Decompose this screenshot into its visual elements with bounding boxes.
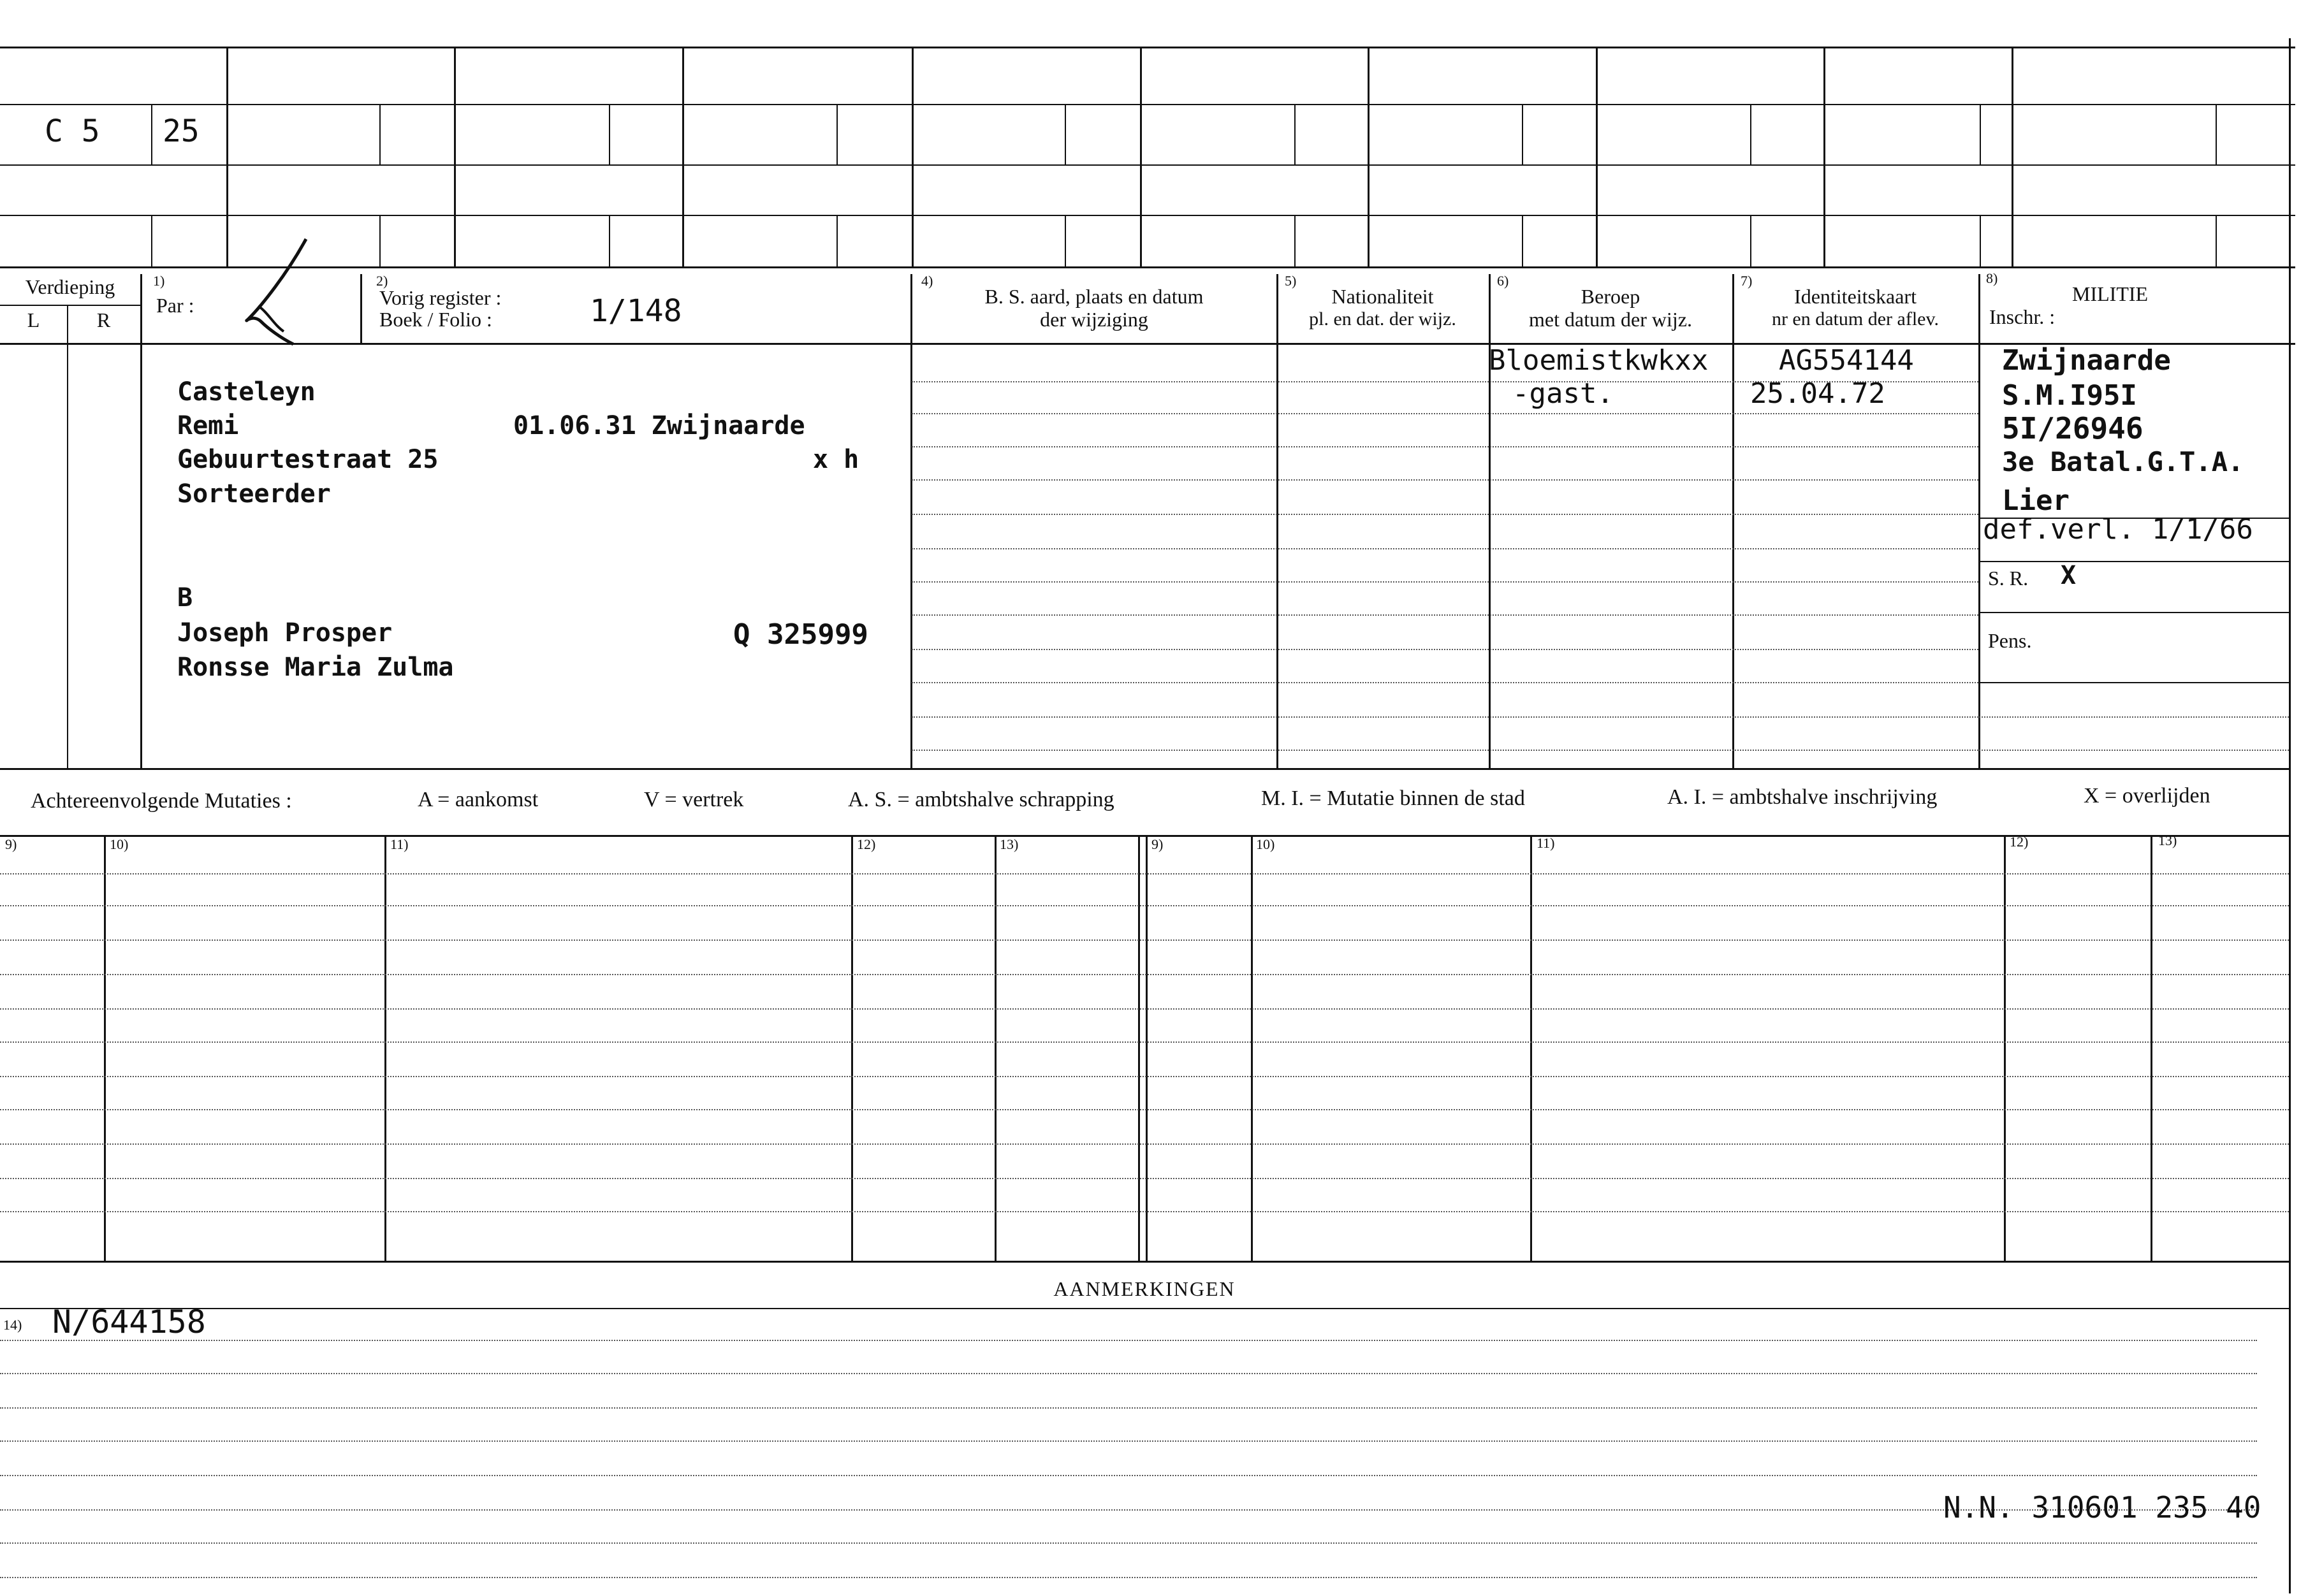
mut-col-10b: 10) (1256, 836, 1275, 852)
ruled-line (0, 939, 2289, 941)
ruled-line (0, 1178, 2289, 1179)
col5-num: 5) (1285, 273, 1297, 289)
ruled-line (0, 1407, 2257, 1409)
ruled-line (912, 682, 1978, 683)
col4-line1: B. S. aard, plaats en datum (984, 285, 1204, 308)
person-job: Sorteerder (177, 479, 331, 509)
mut-col-12: 12) (857, 836, 876, 852)
legend-v: V = vertrek (644, 788, 744, 811)
verdieping-r: R (96, 308, 111, 331)
grid-vline (226, 47, 228, 266)
militie-line3: 5I/26946 (2002, 411, 2144, 446)
top-border (0, 47, 2295, 48)
mut-col-13b: 13) (2158, 832, 2177, 848)
aanmerkingen-value: N/644158 (52, 1303, 206, 1340)
legend-as: A. S. = ambtshalve schrapping (848, 788, 1114, 811)
col-divider (1276, 274, 1278, 768)
grid-line (0, 215, 2295, 216)
grid-line (0, 266, 2295, 268)
person-birth: 01.06.31 Zwijnaarde (513, 411, 805, 440)
col6-num: 6) (1497, 273, 1509, 289)
mutaties-col (1138, 835, 1140, 1261)
ruled-line (912, 479, 1978, 481)
mutaties-col (2151, 835, 2152, 1261)
main-bottom-line (0, 768, 2289, 770)
ruled-line (0, 1211, 2289, 1212)
person-surname: Casteleyn (177, 377, 316, 407)
ruled-line (0, 1577, 2257, 1578)
ruled-line (0, 1373, 2257, 1374)
grid-subline (1522, 215, 1523, 266)
grid-subline (151, 104, 152, 164)
grid-subline (151, 215, 152, 266)
grid-subline (1980, 104, 1981, 164)
ruled-line (0, 1475, 2257, 1476)
aanmerkingen-num: 14) (3, 1317, 22, 1333)
militie-rule (1978, 612, 2289, 613)
grid-subline (379, 215, 381, 266)
grid-subline (609, 215, 610, 266)
person-firstname: Remi (177, 411, 239, 440)
col6-line1: Beroep (1581, 285, 1640, 308)
verdieping-label: Verdieping (25, 275, 115, 298)
person-ref: Q 325999 (733, 618, 868, 651)
person-father: Joseph Prosper (177, 618, 393, 648)
grid-subline (1294, 104, 1296, 164)
grid-vline (2012, 47, 2013, 266)
mut-col-9b: 9) (1151, 836, 1164, 852)
sr-label: S. R. (1988, 567, 2029, 590)
ruled-line (912, 581, 1978, 583)
militie-line6: def.verl. 1/1/66 (1983, 513, 2253, 546)
mutaties-col (104, 835, 106, 1261)
grid-subline (1065, 104, 1066, 164)
grid-subline (2216, 104, 2217, 164)
ruled-line (0, 1542, 2257, 1544)
ruled-line (0, 1340, 2257, 1341)
mutaties-bottom-line (0, 1261, 2289, 1263)
ruled-line (912, 614, 1978, 616)
mutaties-col (2004, 835, 2006, 1261)
militie-line4: 3e Batal.G.T.A. (2002, 446, 2244, 477)
ruled-line (0, 1509, 2257, 1511)
mut-col-11b: 11) (1537, 835, 1555, 851)
vorig-register-label: Vorig register : (379, 286, 502, 309)
col8-num: 8) (1986, 270, 1998, 286)
militie-rule (1978, 561, 2289, 562)
col5-line1: Nationaliteit (1331, 285, 1434, 308)
grid-subline (379, 104, 381, 164)
col-divider (140, 274, 142, 768)
grid-subline (836, 215, 838, 266)
grid-subline (609, 104, 610, 164)
col5-line2: pl. en dat. der wijz. (1309, 308, 1456, 330)
inschr-label: Inschr. : (1989, 305, 2056, 328)
ruled-line (0, 1109, 2289, 1110)
grid-vline (454, 47, 456, 266)
grid-vline (1368, 47, 1369, 266)
ruled-line (912, 413, 1978, 414)
ruled-line (912, 514, 1978, 515)
ruled-line (912, 548, 1978, 549)
legend-a: A = aankomst (418, 788, 539, 811)
ruled-line (0, 1143, 2289, 1145)
col4-line2: der wijziging (1040, 308, 1148, 331)
grid-line (0, 104, 2295, 105)
ruled-line (0, 1008, 2289, 1010)
header-bottom-line (0, 343, 2295, 345)
col-divider (67, 305, 68, 768)
person-sex: x h (813, 445, 859, 474)
grid-subline (1750, 104, 1751, 164)
militie-line5: Lier (2002, 484, 2070, 517)
legend-x: X = overlijden (2084, 784, 2210, 808)
grid-line (0, 164, 2295, 166)
col-divider (910, 274, 912, 768)
grid-subline (1750, 215, 1751, 266)
ruled-line (1978, 716, 2289, 718)
ruled-line (912, 750, 1978, 751)
grid-vline (912, 47, 914, 266)
ruled-line (0, 873, 2289, 874)
grid-subline (836, 104, 838, 164)
mutaties-col (995, 835, 997, 1261)
legend-mi: M. I. = Mutatie binnen de stad (1261, 787, 1525, 810)
col7-line1: Identiteitskaart (1794, 285, 1917, 308)
militie-line1: Zwijnaarde (2002, 344, 2171, 377)
ruled-line (0, 1041, 2289, 1043)
col2-num: 2) (376, 273, 388, 289)
col1-num: 1) (153, 273, 165, 289)
sr-value: X (2061, 561, 2077, 590)
signature-mark (172, 236, 319, 351)
person-mother: Ronsse Maria Zulma (177, 653, 454, 682)
pens-label: Pens. (1988, 629, 2032, 652)
person-b-label: B (177, 583, 193, 613)
ruled-line (912, 716, 1978, 718)
mut-col-10: 10) (110, 836, 129, 852)
beroep-line1: Bloemistkwkxx (1489, 344, 1709, 377)
militie-label: MILITIE (2072, 282, 2149, 305)
ruled-line (0, 1076, 2289, 1077)
grid-vline (1823, 47, 1825, 266)
ruled-line (0, 905, 2289, 906)
grid-subline (1522, 104, 1523, 164)
ruled-line (912, 446, 1978, 447)
nn-number: N.N. 310601 235 40 (1943, 1490, 2261, 1525)
mutaties-col (1251, 835, 1253, 1261)
ruled-line (912, 649, 1978, 650)
col-divider (360, 274, 362, 343)
grid-vline (682, 47, 684, 266)
identiteit-date: 25.04.72 (1750, 377, 1885, 410)
boek-folio-value: 1/148 (590, 293, 682, 329)
mut-col-12b: 12) (2010, 834, 2029, 850)
mut-col-13: 13) (1000, 836, 1019, 852)
mut-col-9: 9) (5, 836, 17, 852)
boek-folio-label: Boek / Folio : (379, 308, 492, 331)
ruled-line (0, 974, 2289, 975)
mutaties-col (1530, 835, 1532, 1261)
person-address: Gebuurtestraat 25 (177, 445, 439, 474)
legend-title: Achtereenvolgende Mutaties : (31, 789, 292, 813)
col7-num: 7) (1741, 273, 1753, 289)
grid-vline (1596, 47, 1598, 266)
right-edge (2289, 38, 2291, 1593)
col-divider (1732, 274, 1734, 768)
identiteit-number: AG554144 (1779, 344, 1914, 377)
col6-line2: met datum der wijz. (1529, 308, 1692, 331)
grid-subline (2216, 215, 2217, 266)
mutaties-col (851, 835, 853, 1261)
grid-subline (1294, 215, 1296, 266)
ruled-line (0, 1440, 2257, 1442)
register-number: 25 (163, 113, 200, 149)
grid-vline (1140, 47, 1142, 266)
grid-subline (1065, 215, 1066, 266)
aanmerkingen-title: AANMERKINGEN (1053, 1277, 1236, 1300)
legend-ai: A. I. = ambtshalve inschrijving (1667, 785, 1938, 809)
mut-col-11: 11) (390, 836, 409, 852)
militie-line2: S.M.I95I (2002, 379, 2137, 412)
mutaties-top-line (0, 835, 2289, 837)
register-code: C 5 (45, 113, 100, 149)
col7-line2: nr en datum der aflev. (1771, 308, 1939, 330)
verdieping-l: L (27, 308, 40, 331)
verdieping-divider (0, 305, 140, 306)
col4-num: 4) (921, 273, 933, 289)
beroep-line2: -gast. (1512, 377, 1614, 410)
aanmerkingen-line (0, 1308, 2289, 1309)
col-divider (1978, 274, 1980, 768)
militie-rule (1978, 682, 2289, 683)
par-label: Par : (156, 294, 194, 317)
mutaties-col (384, 835, 386, 1261)
ruled-line (1978, 750, 2289, 751)
mutaties-col (1146, 835, 1148, 1261)
grid-subline (1980, 215, 1981, 266)
